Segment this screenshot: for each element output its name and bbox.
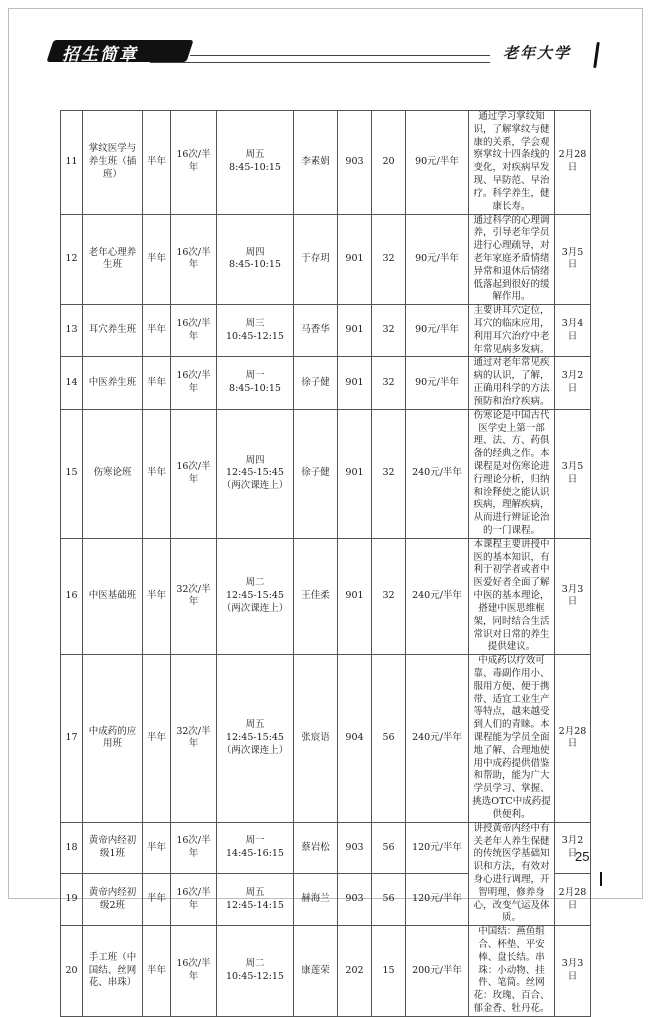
tuition-fee: 120元/半年 — [406, 822, 469, 874]
course-table — [60, 110, 591, 1017]
sessions: 16次/半年 — [171, 822, 217, 874]
room-number: 903 — [338, 111, 372, 215]
class-time: 周五 12:45-14:15 — [217, 874, 294, 926]
row-number: 18 — [61, 822, 83, 874]
course-description: 中成药以疗效可靠、毒副作用小、服用方便、便于携带、适宜工业生产等特点，越来越受到人们的青睐。本课程能为学员全面地了解、合理地使用中成药提供借鉴和帮助，能为广大学员学习、掌握、挑选OTC中成药提供便利。 — [469, 655, 555, 823]
row-number: 14 — [61, 357, 83, 409]
class-time: 周一 8:45-10:15 — [217, 357, 294, 409]
table-row — [61, 111, 591, 215]
tuition-fee: 120元/半年 — [406, 874, 469, 926]
course-table-body — [61, 111, 591, 1017]
term: 半年 — [143, 874, 171, 926]
start-date: 3月5日 — [555, 214, 591, 305]
tuition-fee: 200元/半年 — [406, 926, 469, 1017]
quota: 56 — [372, 874, 406, 926]
start-date: 3月4日 — [555, 305, 591, 357]
tuition-fee: 240元/半年 — [406, 655, 469, 823]
row-number: 16 — [61, 538, 83, 654]
sessions: 16次/半年 — [171, 409, 217, 538]
tuition-fee: 90元/半年 — [406, 111, 469, 215]
quota: 15 — [372, 926, 406, 1017]
course-name: 中成药的应用班 — [83, 655, 143, 823]
class-time: 周四 8:45-10:15 — [217, 214, 294, 305]
term: 半年 — [143, 538, 171, 654]
course-name: 黄帝内经初级1班 — [83, 822, 143, 874]
course-name: 耳穴养生班 — [83, 305, 143, 357]
sessions: 16次/半年 — [171, 926, 217, 1017]
quota: 20 — [372, 111, 406, 215]
class-time: 周四 12:45-15:45 （两次课连上） — [217, 409, 294, 538]
course-description: 通过学习掌纹知识，了解掌纹与健康的关系，学会观察掌纹十四条线的变化，对疾病早发现、早防范、早治疗。科学养生，健康长寿。 — [469, 111, 555, 215]
start-date: 3月2日 — [555, 357, 591, 409]
quota: 56 — [372, 822, 406, 874]
room-number: 901 — [338, 409, 372, 538]
quota: 32 — [372, 538, 406, 654]
room-number: 901 — [338, 538, 372, 654]
row-number: 20 — [61, 926, 83, 1017]
course-description: 通过对老年常见疾病的认识，了解，正确用科学的方法预防和治疗疾病。 — [469, 357, 555, 409]
table-row — [61, 305, 591, 357]
sessions: 16次/半年 — [171, 357, 217, 409]
header-title-left: 招生简章 — [62, 45, 138, 65]
sessions: 32次/半年 — [171, 538, 217, 654]
start-date: 2月28日 — [555, 655, 591, 823]
teacher-name: 赫海兰 — [294, 874, 338, 926]
room-number: 901 — [338, 305, 372, 357]
course-description: 主要讲耳穴定位，耳穴的临床应用，利用耳穴治疗中老年常见病多发病。 — [469, 305, 555, 357]
table-row — [61, 538, 591, 654]
room-number: 904 — [338, 655, 372, 823]
term: 半年 — [143, 409, 171, 538]
sessions: 16次/半年 — [171, 214, 217, 305]
corner-mark — [600, 872, 602, 886]
tuition-fee: 90元/半年 — [406, 305, 469, 357]
course-name: 黄帝内经初级2班 — [83, 874, 143, 926]
row-number: 11 — [61, 111, 83, 215]
term: 半年 — [143, 357, 171, 409]
start-date: 3月3日 — [555, 538, 591, 654]
quota: 32 — [372, 409, 406, 538]
term: 半年 — [143, 111, 171, 215]
course-name: 伤寒论班 — [83, 409, 143, 538]
term: 半年 — [143, 305, 171, 357]
row-number: 12 — [61, 214, 83, 305]
course-name: 中医基础班 — [83, 538, 143, 654]
room-number: 202 — [338, 926, 372, 1017]
teacher-name: 马香华 — [294, 305, 338, 357]
term: 半年 — [143, 655, 171, 823]
room-number: 901 — [338, 214, 372, 305]
course-description: 中国结：燕鱼组合、杯垫、平安棒、盘长结。串珠：小动物、挂件、笔筒。丝网花：玫瑰、百合、郁金香、牡丹花。 — [469, 926, 555, 1017]
table-row — [61, 822, 591, 874]
teacher-name: 蔡岩松 — [294, 822, 338, 874]
start-date: 2月28日 — [555, 111, 591, 215]
course-name: 中医养生班 — [83, 357, 143, 409]
table-row — [61, 655, 591, 823]
teacher-name: 徐子健 — [294, 357, 338, 409]
course-description: 通过科学的心理调养，引导老年学员进行心理疏导，对老年家庭矛盾情绪异常和退休后情绪低落起到很好的缓解作用。 — [469, 214, 555, 305]
tuition-fee: 240元/半年 — [406, 409, 469, 538]
sessions: 16次/半年 — [171, 111, 217, 215]
row-number: 17 — [61, 655, 83, 823]
course-description: 本课程主要讲授中医的基本知识，有利于初学者或者中医爱好者全面了解中医的基本理论，搭建中医思维框架，同时结合生活常识对日常的养生提供建议。 — [469, 538, 555, 654]
teacher-name: 徐子健 — [294, 409, 338, 538]
course-name: 老年心理养生班 — [83, 214, 143, 305]
tuition-fee: 90元/半年 — [406, 357, 469, 409]
tuition-fee: 240元/半年 — [406, 538, 469, 654]
table-row — [61, 357, 591, 409]
tuition-fee: 90元/半年 — [406, 214, 469, 305]
sessions: 32次/半年 — [171, 655, 217, 823]
table-row — [61, 409, 591, 538]
term: 半年 — [143, 822, 171, 874]
row-number: 19 — [61, 874, 83, 926]
header-title-right: 老年大学 — [503, 44, 572, 62]
class-time: 周一 14:45-16:15 — [217, 822, 294, 874]
page-number: 25 — [575, 849, 590, 864]
class-time: 周五 12:45-15:45 （两次课连上） — [217, 655, 294, 823]
quota: 32 — [372, 214, 406, 305]
row-number: 13 — [61, 305, 83, 357]
term: 半年 — [143, 926, 171, 1017]
table-row — [61, 214, 591, 305]
start-date: 3月2日 — [555, 822, 591, 874]
start-date: 3月3日 — [555, 926, 591, 1017]
sessions: 16次/半年 — [171, 305, 217, 357]
quota: 32 — [372, 357, 406, 409]
table-row — [61, 926, 591, 1017]
teacher-name: 张宸语 — [294, 655, 338, 823]
quota: 56 — [372, 655, 406, 823]
class-time: 周三 10:45-12:15 — [217, 305, 294, 357]
sessions: 16次/半年 — [171, 874, 217, 926]
header-rule-top — [190, 55, 490, 56]
course-name: 掌纹医学与养生班（插班） — [83, 111, 143, 215]
teacher-name: 李素娟 — [294, 111, 338, 215]
course-description: 伤寒论是中国古代医学史上第一部理、法、方、药俱备的经典之作。本课程是对伤寒论进行理论分析，归纳和诠释使之能认识疾病，理解疾病，从而进行辨证论治的一门课程。 — [469, 409, 555, 538]
header-mark — [593, 42, 600, 68]
quota: 32 — [372, 305, 406, 357]
class-time: 周五 8:45-10:15 — [217, 111, 294, 215]
course-description: 讲授黄帝内经中有关老年人养生保健的传统医学基础知识和方法，有效对身心进行调理，开智明理，修养身心，改变气运及体质。 — [469, 822, 555, 926]
teacher-name: 康莲荣 — [294, 926, 338, 1017]
room-number: 903 — [338, 874, 372, 926]
class-time: 周二 12:45-15:45 （两次课连上） — [217, 538, 294, 654]
header-rule-bottom — [150, 62, 490, 63]
teacher-name: 王佳柔 — [294, 538, 338, 654]
teacher-name: 于存玥 — [294, 214, 338, 305]
class-time: 周二 10:45-12:15 — [217, 926, 294, 1017]
room-number: 901 — [338, 357, 372, 409]
start-date: 2月28日 — [555, 874, 591, 926]
page-header — [0, 0, 651, 90]
room-number: 903 — [338, 822, 372, 874]
course-name: 手工班（中国结、丝网花、串珠） — [83, 926, 143, 1017]
start-date: 3月5日 — [555, 409, 591, 538]
term: 半年 — [143, 214, 171, 305]
row-number: 15 — [61, 409, 83, 538]
